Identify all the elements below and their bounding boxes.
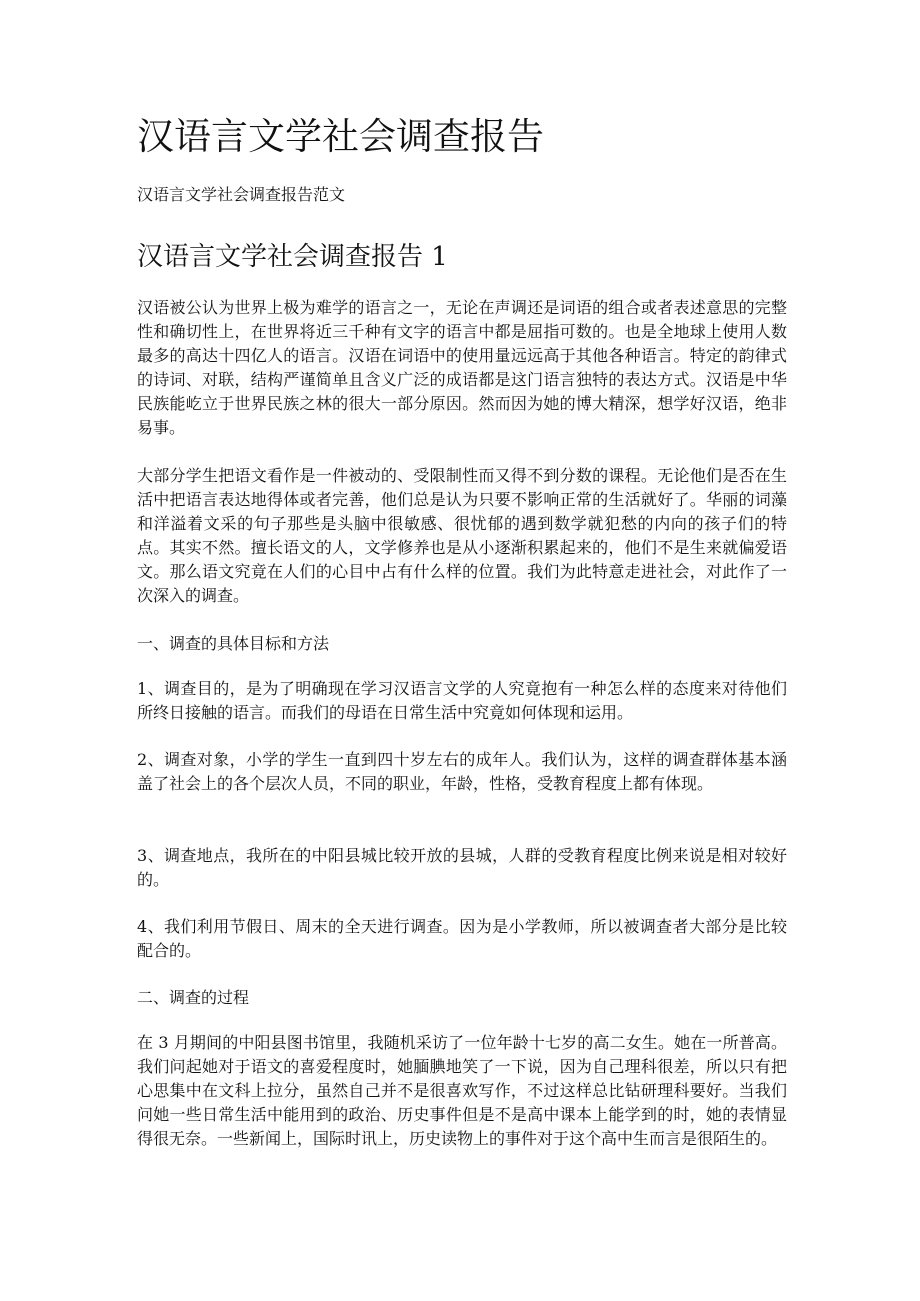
list-item: 2、调查对象，小学的学生一直到四十岁左右的成年人。我们认为，这样的调查群体基本涵盖了社会上的各个层次人员，不同的职业，年龄，性格，受教育程度上都有体现。 [137, 750, 787, 793]
list-item: 1、调查目的，是为了明确现在学习汉语言文学的人究竟抱有一种怎么样的态度来对待他们所终日接触的语言。而我们的母语在日常生活中究竟如何体现和运用。 [137, 679, 787, 722]
subheading-process: 二、调查的过程 [137, 988, 250, 1007]
section-heading: 汉语言文学社会调查报告 1 [137, 242, 448, 272]
document-subtitle: 汉语言文学社会调查报告范文 [137, 185, 346, 204]
list-item: 4、我们利用节假日、周末的全天进行调查。因为是小学教师，所以被调查者大部分是比较配合的。 [137, 917, 787, 960]
subheading-goals-methods: 一、调查的具体目标和方法 [137, 634, 330, 653]
list-item: 3、调查地点，我所在的中阳县城比较开放的县城，人群的受教育程度比例来说是相对较好的。 [137, 846, 787, 889]
paragraph: 汉语被公认为世界上极为难学的语言之一，无论在声调还是词语的组合或者表述意思的完整性和确切性上，在世界将近三千种有文字的语言中都是屈指可数的。也是全地球上使用人数最多的高达十四亿人的语言。汉语在词语中的使用量远远高于其他各种语言。特定的韵律式的诗词、对联，结构严谨简单且含义广泛的成语都是这门语言独特的表达方式。汉语是中华民族能屹立于世界民族之林的很大一部分原因。然而因为她的博大精深，想学好汉语，绝非易事。 [137, 298, 787, 437]
document-title: 汉语言文学社会调查报告 [137, 115, 544, 158]
paragraph: 大部分学生把语文看作是一件被动的、受限制性而又得不到分数的课程。无论他们是否在生活中把语言表达地得体或者完善，他们总是认为只要不影响正常的生活就好了。华丽的词藻和洋溢着文采的句子那些是头脑中很敏感、很忧郁的遇到数学就犯愁的内向的孩子们的特点。其实不然。擅长语文的人，文学修养也是从小逐渐积累起来的，他们不是生来就偏爱语文。那么语文究竟在人们的心目中占有什么样的位置。我们为此特意走进社会，对此作了一次深入的调查。 [137, 466, 787, 605]
paragraph: 在 3 月期间的中阳县图书馆里，我随机采访了一位年龄十七岁的高二女生。她在一所普高。我们问起她对于语文的喜爱程度时，她腼腆地笑了一下说，因为自己理科很差，所以只有把心思集中在文科上拉分，虽然自己并不是很喜欢写作，不过这样总比钻研理科要好。当我们问她一些日常生活中能用到的政治、历史事件但是不是高中课本上能学到的时，她的表情显得很无奈。一些新闻上，国际时讯上，历史读物上的事件对于这个高中生而言是很陌生的。 [137, 1033, 787, 1148]
